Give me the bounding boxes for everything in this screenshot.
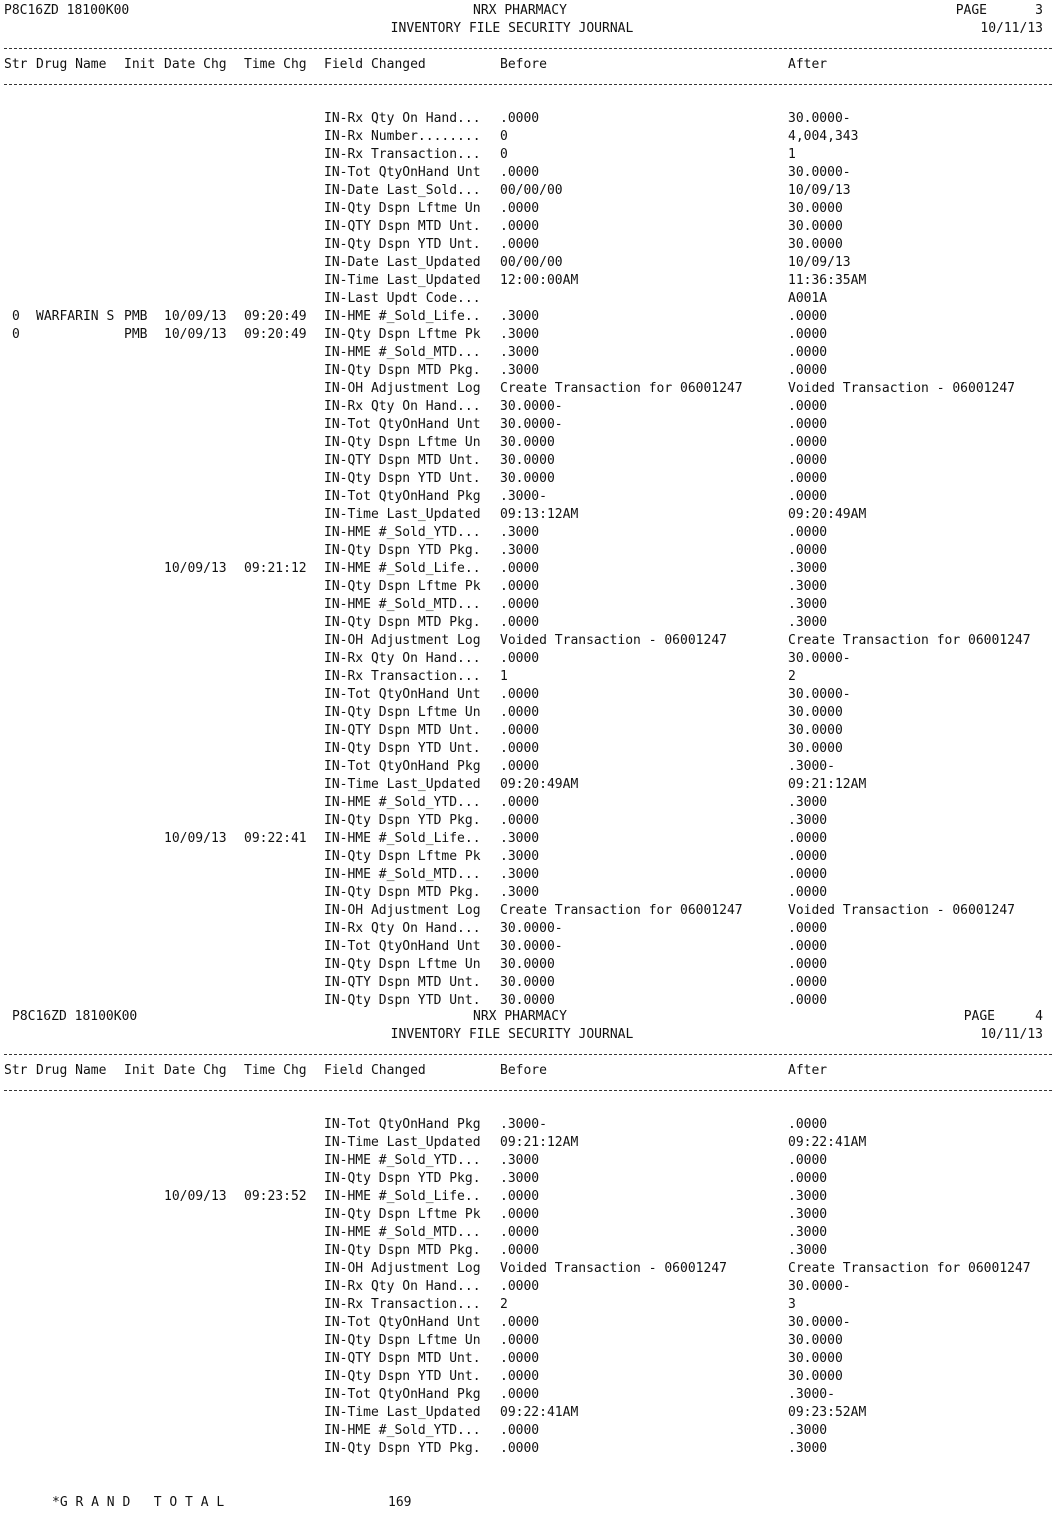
- after-cell: .3000: [788, 795, 828, 810]
- before-cell: .0000: [500, 651, 540, 666]
- init-cell: PMB: [124, 327, 148, 342]
- before-cell: .0000: [500, 615, 540, 630]
- report-title: INVENTORY FILE SECURITY JOURNAL: [390, 1027, 634, 1042]
- field-changed-cell: IN-Qty Dspn Lftme Pk: [324, 849, 481, 864]
- field-changed-cell: IN-HME #_Sold_Life..: [324, 309, 481, 324]
- field-changed-cell: IN-Tot QtyOnHand Pkg: [324, 489, 481, 504]
- company-name: NRX PHARMACY: [473, 3, 567, 18]
- field-changed-cell: IN-Rx Qty On Hand...: [324, 921, 481, 936]
- after-cell: 30.0000: [788, 219, 843, 234]
- field-changed-cell: IN-HME #_Sold_Life..: [324, 1189, 481, 1204]
- after-cell: 30.0000: [788, 705, 843, 720]
- after-cell: 09:20:49AM: [788, 507, 867, 522]
- field-changed-cell: IN-QTY Dspn MTD Unt.: [324, 219, 481, 234]
- after-cell: .3000: [788, 1189, 828, 1204]
- after-cell: .0000: [788, 471, 828, 486]
- before-cell: 30.0000: [500, 993, 555, 1008]
- before-cell: 30.0000: [500, 453, 555, 468]
- after-cell: 30.0000: [788, 1351, 843, 1366]
- page-label: PAGE: [955, 3, 987, 18]
- date-chg-cell: 10/09/13: [164, 831, 227, 846]
- after-cell: .0000: [788, 831, 828, 846]
- after-cell: 2: [788, 669, 796, 684]
- before-cell: 00/00/00: [500, 255, 563, 270]
- after-cell: .0000: [788, 453, 828, 468]
- report-date: 10/11/13: [980, 1027, 1043, 1042]
- col-header-init: Init: [124, 1063, 156, 1078]
- before-cell: .3000: [500, 525, 540, 540]
- after-cell: 30.0000: [788, 723, 843, 738]
- field-changed-cell: IN-Qty Dspn MTD Pkg.: [324, 885, 481, 900]
- before-cell: .0000: [500, 687, 540, 702]
- col-header-date-chg: Date Chg: [164, 57, 227, 72]
- before-cell: .0000: [500, 1243, 540, 1258]
- field-changed-cell: IN-Rx Transaction...: [324, 1297, 481, 1312]
- col-header-init: Init: [124, 57, 156, 72]
- field-changed-cell: IN-Rx Qty On Hand...: [324, 1279, 481, 1294]
- after-cell: 30.0000: [788, 201, 843, 216]
- after-cell: .3000-: [788, 759, 835, 774]
- after-cell: 10/09/13: [788, 183, 851, 198]
- before-cell: .0000: [500, 1387, 540, 1402]
- after-cell: .3000: [788, 1225, 828, 1240]
- after-cell: 3: [788, 1297, 796, 1312]
- time-chg-cell: 09:23:52: [244, 1189, 307, 1204]
- before-cell: 30.0000: [500, 435, 555, 450]
- before-cell: .0000: [500, 597, 540, 612]
- before-cell: Create Transaction for 06001247: [500, 903, 743, 918]
- field-changed-cell: IN-Tot QtyOnHand Unt: [324, 687, 481, 702]
- date-chg-cell: 10/09/13: [164, 561, 227, 576]
- before-cell: .0000: [500, 165, 540, 180]
- field-changed-cell: IN-Time Last_Updated: [324, 777, 481, 792]
- after-cell: .0000: [788, 345, 828, 360]
- col-header-drug-name: Drug Name: [36, 1063, 107, 1078]
- field-changed-cell: IN-Rx Qty On Hand...: [324, 399, 481, 414]
- header-separator-bottom: [4, 1090, 1052, 1091]
- before-cell: .0000: [500, 1207, 540, 1222]
- before-cell: 0: [500, 147, 508, 162]
- after-cell: .3000: [788, 813, 828, 828]
- field-changed-cell: IN-HME #_Sold_Life..: [324, 831, 481, 846]
- report-id: P8C16ZD 18100K00: [12, 1009, 138, 1024]
- before-cell: Create Transaction for 06001247: [500, 381, 743, 396]
- before-cell: .3000: [500, 309, 540, 324]
- grand-total-label: *G R A N D T O T A L: [52, 1495, 225, 1510]
- before-cell: .0000: [500, 813, 540, 828]
- after-cell: Create Transaction for 06001247: [788, 633, 1031, 648]
- after-cell: 30.0000-: [788, 687, 851, 702]
- field-changed-cell: IN-Last Updt Code...: [324, 291, 481, 306]
- after-cell: .0000: [788, 1171, 828, 1186]
- header-separator-top: [4, 1054, 1052, 1055]
- field-changed-cell: IN-Tot QtyOnHand Unt: [324, 1315, 481, 1330]
- field-changed-cell: IN-HME #_Sold_YTD...: [324, 1423, 481, 1438]
- before-cell: .3000: [500, 363, 540, 378]
- field-changed-cell: IN-Qty Dspn MTD Pkg.: [324, 1243, 481, 1258]
- col-header-time-chg: Time Chg: [244, 57, 307, 72]
- after-cell: .0000: [788, 327, 828, 342]
- before-cell: .0000: [500, 1351, 540, 1366]
- field-changed-cell: IN-Qty Dspn MTD Pkg.: [324, 615, 481, 630]
- before-cell: .0000: [500, 1333, 540, 1348]
- before-cell: .3000: [500, 867, 540, 882]
- col-header-after: After: [788, 57, 828, 72]
- before-cell: .3000: [500, 1171, 540, 1186]
- after-cell: .0000: [788, 399, 828, 414]
- after-cell: .3000: [788, 1243, 828, 1258]
- field-changed-cell: IN-Qty Dspn Lftme Pk: [324, 579, 481, 594]
- field-changed-cell: IN-Qty Dspn Lftme Pk: [324, 327, 481, 342]
- init-cell: PMB: [124, 309, 148, 324]
- field-changed-cell: IN-HME #_Sold_MTD...: [324, 1225, 481, 1240]
- before-cell: .0000: [500, 1369, 540, 1384]
- field-changed-cell: IN-Rx Qty On Hand...: [324, 111, 481, 126]
- before-cell: 09:13:12AM: [500, 507, 579, 522]
- field-changed-cell: IN-Qty Dspn Lftme Pk: [324, 1207, 481, 1222]
- header-separator-bottom: [4, 84, 1052, 85]
- field-changed-cell: IN-HME #_Sold_YTD...: [324, 1153, 481, 1168]
- before-cell: Voided Transaction - 06001247: [500, 1261, 727, 1276]
- before-cell: .3000-: [500, 1117, 547, 1132]
- time-chg-cell: 09:20:49: [244, 309, 307, 324]
- field-changed-cell: IN-Qty Dspn YTD Pkg.: [324, 1171, 481, 1186]
- before-cell: 30.0000-: [500, 921, 563, 936]
- header-separator-top: [4, 48, 1052, 49]
- col-header-field-changed: Field Changed: [324, 57, 426, 72]
- before-cell: .0000: [500, 579, 540, 594]
- before-cell: .3000: [500, 885, 540, 900]
- after-cell: 10/09/13: [788, 255, 851, 270]
- before-cell: .3000: [500, 543, 540, 558]
- field-changed-cell: IN-Tot QtyOnHand Pkg: [324, 1117, 481, 1132]
- str-cell: 0: [12, 309, 20, 324]
- report-title: INVENTORY FILE SECURITY JOURNAL: [390, 21, 634, 36]
- field-changed-cell: IN-OH Adjustment Log: [324, 381, 481, 396]
- field-changed-cell: IN-QTY Dspn MTD Unt.: [324, 723, 481, 738]
- company-name: NRX PHARMACY: [473, 1009, 567, 1024]
- before-cell: .0000: [500, 237, 540, 252]
- after-cell: .0000: [788, 885, 828, 900]
- field-changed-cell: IN-Rx Transaction...: [324, 147, 481, 162]
- after-cell: 30.0000: [788, 741, 843, 756]
- after-cell: 30.0000-: [788, 1315, 851, 1330]
- field-changed-cell: IN-OH Adjustment Log: [324, 903, 481, 918]
- field-changed-cell: IN-HME #_Sold_YTD...: [324, 525, 481, 540]
- after-cell: 30.0000-: [788, 651, 851, 666]
- after-cell: .0000: [788, 921, 828, 936]
- field-changed-cell: IN-Qty Dspn YTD Unt.: [324, 993, 481, 1008]
- field-changed-cell: IN-Date Last_Sold...: [324, 183, 481, 198]
- after-cell: .0000: [788, 867, 828, 882]
- field-changed-cell: IN-Qty Dspn YTD Unt.: [324, 741, 481, 756]
- after-cell: .3000: [788, 597, 828, 612]
- after-cell: Voided Transaction - 06001247: [788, 381, 1015, 396]
- after-cell: 1: [788, 147, 796, 162]
- before-cell: 30.0000: [500, 957, 555, 972]
- before-cell: 30.0000: [500, 471, 555, 486]
- before-cell: 09:21:12AM: [500, 1135, 579, 1150]
- before-cell: 0: [500, 129, 508, 144]
- field-changed-cell: IN-HME #_Sold_MTD...: [324, 867, 481, 882]
- after-cell: 09:21:12AM: [788, 777, 867, 792]
- after-cell: .0000: [788, 489, 828, 504]
- after-cell: 09:23:52AM: [788, 1405, 867, 1420]
- field-changed-cell: IN-Tot QtyOnHand Pkg: [324, 1387, 481, 1402]
- col-header-before: Before: [500, 1063, 547, 1078]
- after-cell: .3000: [788, 615, 828, 630]
- field-changed-cell: IN-Time Last_Updated: [324, 273, 481, 288]
- field-changed-cell: IN-Time Last_Updated: [324, 1405, 481, 1420]
- field-changed-cell: IN-Qty Dspn Lftme Un: [324, 957, 481, 972]
- field-changed-cell: IN-Qty Dspn YTD Unt.: [324, 471, 481, 486]
- before-cell: .0000: [500, 1441, 540, 1456]
- before-cell: 09:20:49AM: [500, 777, 579, 792]
- field-changed-cell: IN-QTY Dspn MTD Unt.: [324, 1351, 481, 1366]
- str-cell: 0: [12, 327, 20, 342]
- after-cell: .3000-: [788, 1387, 835, 1402]
- before-cell: .3000-: [500, 489, 547, 504]
- after-cell: .3000: [788, 561, 828, 576]
- field-changed-cell: IN-Rx Transaction...: [324, 669, 481, 684]
- before-cell: .3000: [500, 327, 540, 342]
- after-cell: .0000: [788, 363, 828, 378]
- col-header-field-changed: Field Changed: [324, 1063, 426, 1078]
- field-changed-cell: IN-Qty Dspn Lftme Un: [324, 1333, 481, 1348]
- after-cell: .3000: [788, 1207, 828, 1222]
- before-cell: 2: [500, 1297, 508, 1312]
- col-header-date-chg: Date Chg: [164, 1063, 227, 1078]
- before-cell: .0000: [500, 1423, 540, 1438]
- after-cell: .0000: [788, 525, 828, 540]
- after-cell: .0000: [788, 1153, 828, 1168]
- col-header-after: After: [788, 1063, 828, 1078]
- field-changed-cell: IN-Qty Dspn Lftme Un: [324, 201, 481, 216]
- before-cell: .0000: [500, 1189, 540, 1204]
- before-cell: .0000: [500, 795, 540, 810]
- field-changed-cell: IN-Time Last_Updated: [324, 1135, 481, 1150]
- before-cell: 09:22:41AM: [500, 1405, 579, 1420]
- after-cell: .3000: [788, 579, 828, 594]
- after-cell: .0000: [788, 435, 828, 450]
- after-cell: .0000: [788, 543, 828, 558]
- page-number: 3: [1035, 3, 1043, 18]
- page-label: PAGE: [963, 1009, 995, 1024]
- field-changed-cell: IN-Qty Dspn Lftme Un: [324, 705, 481, 720]
- field-changed-cell: IN-Tot QtyOnHand Unt: [324, 417, 481, 432]
- after-cell: 30.0000: [788, 237, 843, 252]
- page-number: 4: [1035, 1009, 1043, 1024]
- before-cell: .0000: [500, 219, 540, 234]
- before-cell: .3000: [500, 831, 540, 846]
- col-header-drug-name: Drug Name: [36, 57, 107, 72]
- date-chg-cell: 10/09/13: [164, 327, 227, 342]
- after-cell: .0000: [788, 957, 828, 972]
- field-changed-cell: IN-HME #_Sold_YTD...: [324, 795, 481, 810]
- field-changed-cell: IN-Time Last_Updated: [324, 507, 481, 522]
- field-changed-cell: IN-Qty Dspn MTD Pkg.: [324, 363, 481, 378]
- field-changed-cell: IN-Rx Number........: [324, 129, 481, 144]
- after-cell: 11:36:35AM: [788, 273, 867, 288]
- drug-name-cell: WARFARIN S: [36, 309, 115, 324]
- field-changed-cell: IN-Qty Dspn YTD Pkg.: [324, 1441, 481, 1456]
- before-cell: .0000: [500, 723, 540, 738]
- after-cell: .3000: [788, 1441, 828, 1456]
- time-chg-cell: 09:20:49: [244, 327, 307, 342]
- field-changed-cell: IN-Tot QtyOnHand Pkg: [324, 759, 481, 774]
- after-cell: A001A: [788, 291, 828, 306]
- time-chg-cell: 09:21:12: [244, 561, 307, 576]
- field-changed-cell: IN-Qty Dspn Lftme Un: [324, 435, 481, 450]
- before-cell: .0000: [500, 741, 540, 756]
- col-header-str: Str: [4, 57, 28, 72]
- after-cell: 30.0000-: [788, 111, 851, 126]
- field-changed-cell: IN-Tot QtyOnHand Unt: [324, 165, 481, 180]
- field-changed-cell: IN-OH Adjustment Log: [324, 1261, 481, 1276]
- before-cell: 30.0000: [500, 975, 555, 990]
- before-cell: Voided Transaction - 06001247: [500, 633, 727, 648]
- field-changed-cell: IN-QTY Dspn MTD Unt.: [324, 975, 481, 990]
- after-cell: .0000: [788, 849, 828, 864]
- field-changed-cell: IN-HME #_Sold_Life..: [324, 561, 481, 576]
- col-header-before: Before: [500, 57, 547, 72]
- before-cell: 00/00/00: [500, 183, 563, 198]
- before-cell: .0000: [500, 1225, 540, 1240]
- before-cell: 30.0000-: [500, 939, 563, 954]
- date-chg-cell: 10/09/13: [164, 1189, 227, 1204]
- after-cell: .0000: [788, 417, 828, 432]
- col-header-str: Str: [4, 1063, 28, 1078]
- col-header-time-chg: Time Chg: [244, 1063, 307, 1078]
- before-cell: .0000: [500, 1315, 540, 1330]
- field-changed-cell: IN-Date Last_Updated: [324, 255, 481, 270]
- before-cell: 12:00:00AM: [500, 273, 579, 288]
- after-cell: 30.0000: [788, 1333, 843, 1348]
- before-cell: 30.0000-: [500, 417, 563, 432]
- before-cell: .3000: [500, 1153, 540, 1168]
- field-changed-cell: IN-OH Adjustment Log: [324, 633, 481, 648]
- field-changed-cell: IN-Qty Dspn YTD Pkg.: [324, 543, 481, 558]
- after-cell: .3000: [788, 1423, 828, 1438]
- after-cell: .0000: [788, 993, 828, 1008]
- field-changed-cell: IN-Qty Dspn YTD Unt.: [324, 1369, 481, 1384]
- after-cell: .0000: [788, 939, 828, 954]
- field-changed-cell: IN-HME #_Sold_MTD...: [324, 345, 481, 360]
- field-changed-cell: IN-HME #_Sold_MTD...: [324, 597, 481, 612]
- after-cell: 30.0000-: [788, 165, 851, 180]
- field-changed-cell: IN-Rx Qty On Hand...: [324, 651, 481, 666]
- after-cell: 30.0000-: [788, 1279, 851, 1294]
- time-chg-cell: 09:22:41: [244, 831, 307, 846]
- after-cell: .0000: [788, 1117, 828, 1132]
- grand-total-value: 169: [388, 1495, 412, 1510]
- after-cell: 09:22:41AM: [788, 1135, 867, 1150]
- before-cell: .0000: [500, 759, 540, 774]
- after-cell: .0000: [788, 309, 828, 324]
- after-cell: Create Transaction for 06001247: [788, 1261, 1031, 1276]
- before-cell: .0000: [500, 201, 540, 216]
- before-cell: .0000: [500, 561, 540, 576]
- after-cell: 4,004,343: [788, 129, 859, 144]
- field-changed-cell: IN-Qty Dspn YTD Unt.: [324, 237, 481, 252]
- before-cell: .0000: [500, 111, 540, 126]
- after-cell: 30.0000: [788, 1369, 843, 1384]
- field-changed-cell: IN-QTY Dspn MTD Unt.: [324, 453, 481, 468]
- before-cell: .0000: [500, 705, 540, 720]
- after-cell: .0000: [788, 975, 828, 990]
- before-cell: .0000: [500, 1279, 540, 1294]
- before-cell: 1: [500, 669, 508, 684]
- report-id: P8C16ZD 18100K00: [4, 3, 130, 18]
- after-cell: Voided Transaction - 06001247: [788, 903, 1015, 918]
- before-cell: .3000: [500, 345, 540, 360]
- date-chg-cell: 10/09/13: [164, 309, 227, 324]
- report-date: 10/11/13: [980, 21, 1043, 36]
- field-changed-cell: IN-Qty Dspn YTD Pkg.: [324, 813, 481, 828]
- before-cell: 30.0000-: [500, 399, 563, 414]
- before-cell: .3000: [500, 849, 540, 864]
- field-changed-cell: IN-Tot QtyOnHand Unt: [324, 939, 481, 954]
